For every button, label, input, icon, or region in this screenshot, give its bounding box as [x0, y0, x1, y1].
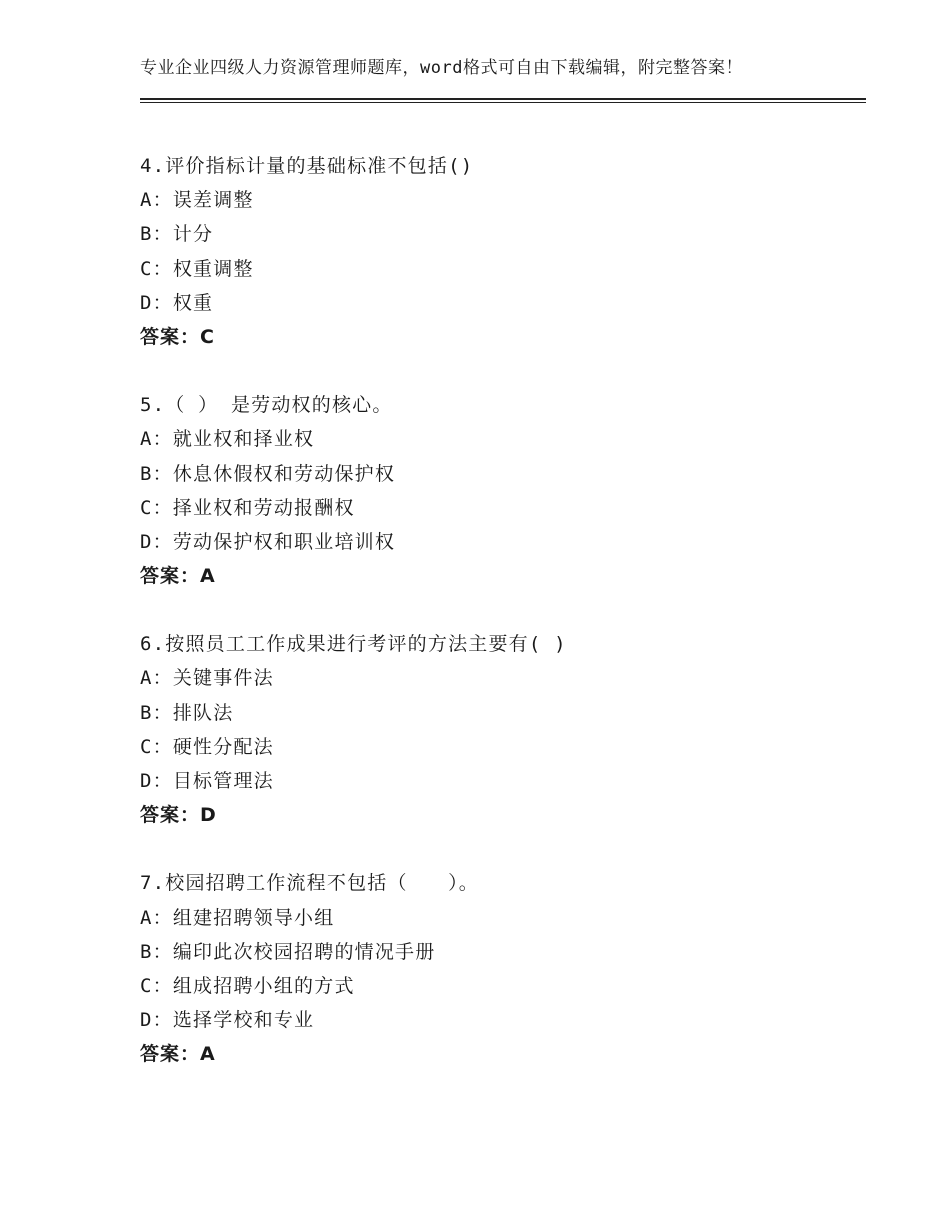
option-d: D：劳动保护权和职业培训权: [140, 530, 396, 553]
header-rule-thick: [140, 98, 866, 100]
option-d: D：权重: [140, 291, 214, 314]
question-6: [140, 627, 866, 832]
option-b: B：计分: [140, 223, 214, 246]
question-5: [140, 388, 866, 593]
option-b: B：编印此次校园招聘的情况手册: [140, 940, 436, 963]
question-4: [140, 149, 866, 354]
option-c: C：组成招聘小组的方式: [140, 974, 355, 997]
answer: 答案：A: [140, 565, 216, 588]
option-c: C：权重调整: [140, 257, 254, 280]
question-stem: 7.校园招聘工作流程不包括（ ）。: [140, 872, 479, 895]
header-rule-thin: [140, 102, 866, 103]
option-a: A：误差调整: [140, 189, 254, 212]
question-7: [140, 866, 866, 1071]
option-b: B：休息休假权和劳动保护权: [140, 462, 396, 485]
page-header: 专业企业四级人力资源管理师题库，word格式可自由下载编辑，附完整答案！: [140, 58, 743, 78]
option-d: D：目标管理法: [140, 770, 274, 792]
option-b: B：排队法: [140, 701, 234, 724]
answer: 答案：A: [140, 1043, 216, 1066]
option-c: C：择业权和劳动报酬权: [140, 496, 355, 519]
option-c: C：硬性分配法: [140, 735, 274, 758]
question-stem: 4.评价指标计量的基础标准不包括(): [140, 155, 474, 177]
option-a: A：就业权和择业权: [140, 428, 315, 451]
option-a: A：关键事件法: [140, 667, 274, 690]
option-d: D：选择学校和专业: [140, 1009, 315, 1032]
answer: 答案：D: [140, 804, 217, 827]
question-list: [140, 149, 866, 1106]
option-a: A：组建招聘领导小组: [140, 906, 335, 929]
question-stem: 6.按照员工工作成果进行考评的方法主要有( ): [140, 633, 567, 656]
question-stem: 5.（ ） 是劳动权的核心。: [140, 394, 393, 417]
answer: 答案：C: [140, 325, 215, 348]
